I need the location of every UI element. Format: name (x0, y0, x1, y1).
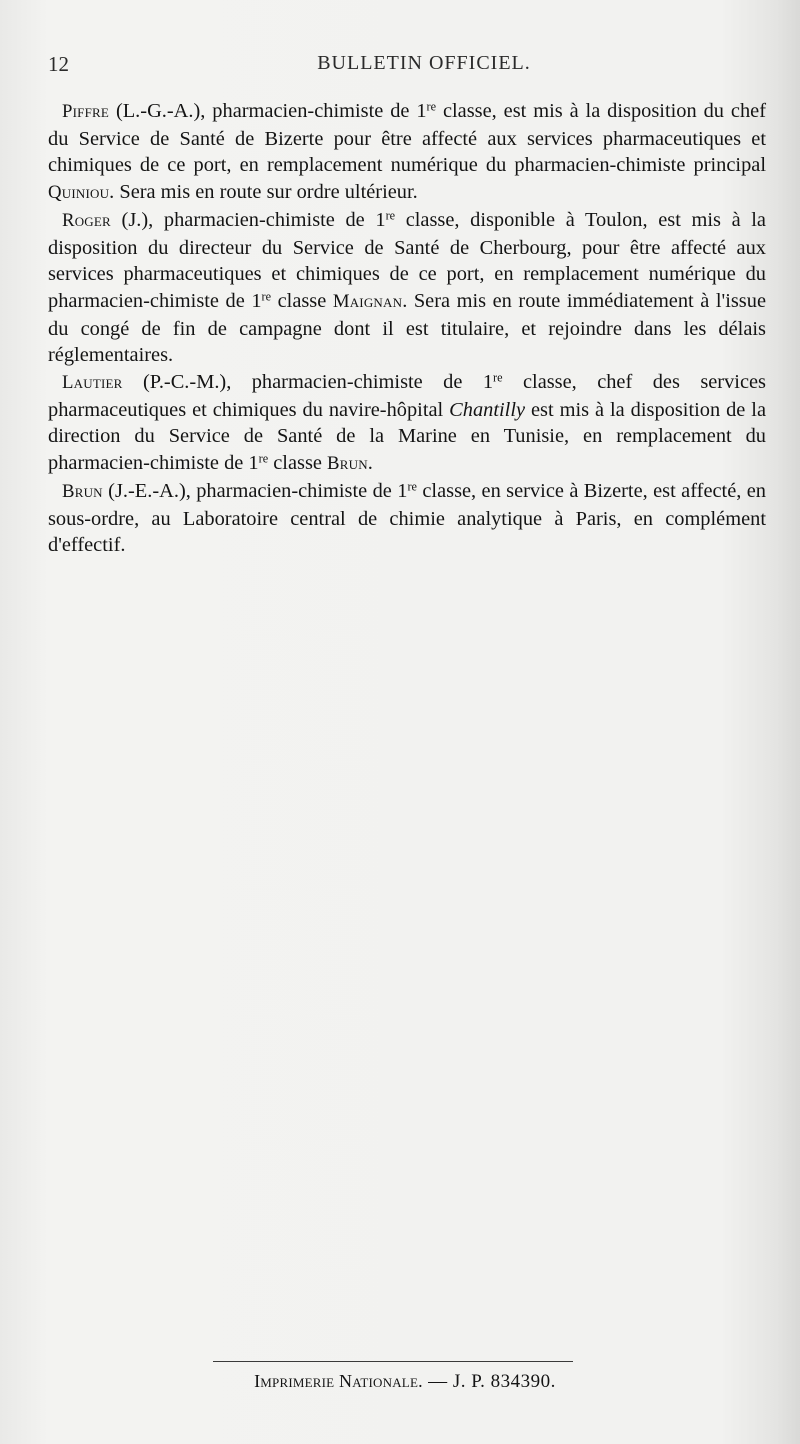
text-fragment: . Sera mis en route sur ordre ultérieur. (109, 181, 418, 204)
text-fragment: classe, chef des services pharmaceutiques et chimiques du navire-hôpital (48, 371, 766, 421)
person-name: Brun (327, 453, 368, 475)
text-fragment: . Sera mis en route immédiatement à l'issue du congé de fin de campagne dont il est titulaire, et rejoindre dans les délais réglementaires. (48, 289, 766, 367)
person-name: Lautier (62, 372, 123, 394)
paragraph-lautier (48, 369, 766, 478)
text-fragment: est mis à la disposition de la direction du Service de Santé de la Marine en Tunisie, en remplacement du pharmacien-chimiste de 1 (48, 398, 767, 475)
person-name: Roger (62, 209, 111, 231)
paragraph-piffre (48, 98, 766, 207)
ship-name: Chantilly (449, 398, 526, 421)
person-name: Quiniou (48, 182, 110, 204)
footer-rule (213, 1361, 573, 1362)
imprint-separator: — (422, 1371, 453, 1392)
text-fragment: classe, disponible à Toulon, est mis à la disposition du directeur du Service de Santé de Cherbourg, pour être affecté aux services pharmaceutiques et chimiques de ce port, en remplacement numérique du pharmacien-chimiste de 1 (48, 208, 766, 312)
text-fragment: classe, est mis à la disposition du chef du Service de Santé de Bizerte pour être affecté aux services pharmaceutiques et chimiques de ce port, en remplacement numérique du pharmacien-chimiste principal (48, 100, 766, 177)
paragraph-brun (48, 478, 766, 559)
person-name: Brun (62, 480, 103, 502)
text-fragment: (J.), pharmacien-chimiste de 1 (110, 208, 386, 231)
person-name: Maignan (332, 290, 403, 312)
ordinal-superscript: re (258, 451, 269, 466)
ordinal-superscript: re (426, 99, 437, 114)
text-fragment: (L.-G.-A.), pharmacien-chimiste de 1 (109, 100, 427, 122)
page-number: 12 (48, 52, 69, 76)
text-fragment: (J.-E.-A.), pharmacien-chimiste de 1 (102, 479, 408, 502)
ordinal-superscript: re (261, 289, 272, 304)
ordinal-superscript: re (407, 479, 417, 494)
text-fragment: classe, en service à Bizerte, est affecté, en sous-ordre, au Laboratoire central de chimie analytique à Paris, en complément d'effectif. (48, 479, 766, 557)
running-title: BULLETIN OFFICIEL. (317, 52, 531, 74)
text-fragment: classe (271, 289, 333, 312)
paragraph-roger (48, 207, 766, 369)
page-header (48, 52, 760, 82)
ordinal-superscript: re (493, 370, 503, 385)
text-fragment: . (367, 452, 373, 475)
ordinal-superscript: re (385, 208, 396, 223)
text-fragment: (P.-C.-M.), pharmacien-chimiste de 1 (122, 371, 494, 394)
printer-imprint (0, 1371, 800, 1393)
person-name: Piffre (62, 101, 110, 122)
printer-name: Imprimerie Nationale. (254, 1371, 423, 1391)
text-fragment: classe (268, 452, 328, 475)
job-number: J. P. 834390. (452, 1371, 556, 1392)
body-text (48, 98, 766, 559)
